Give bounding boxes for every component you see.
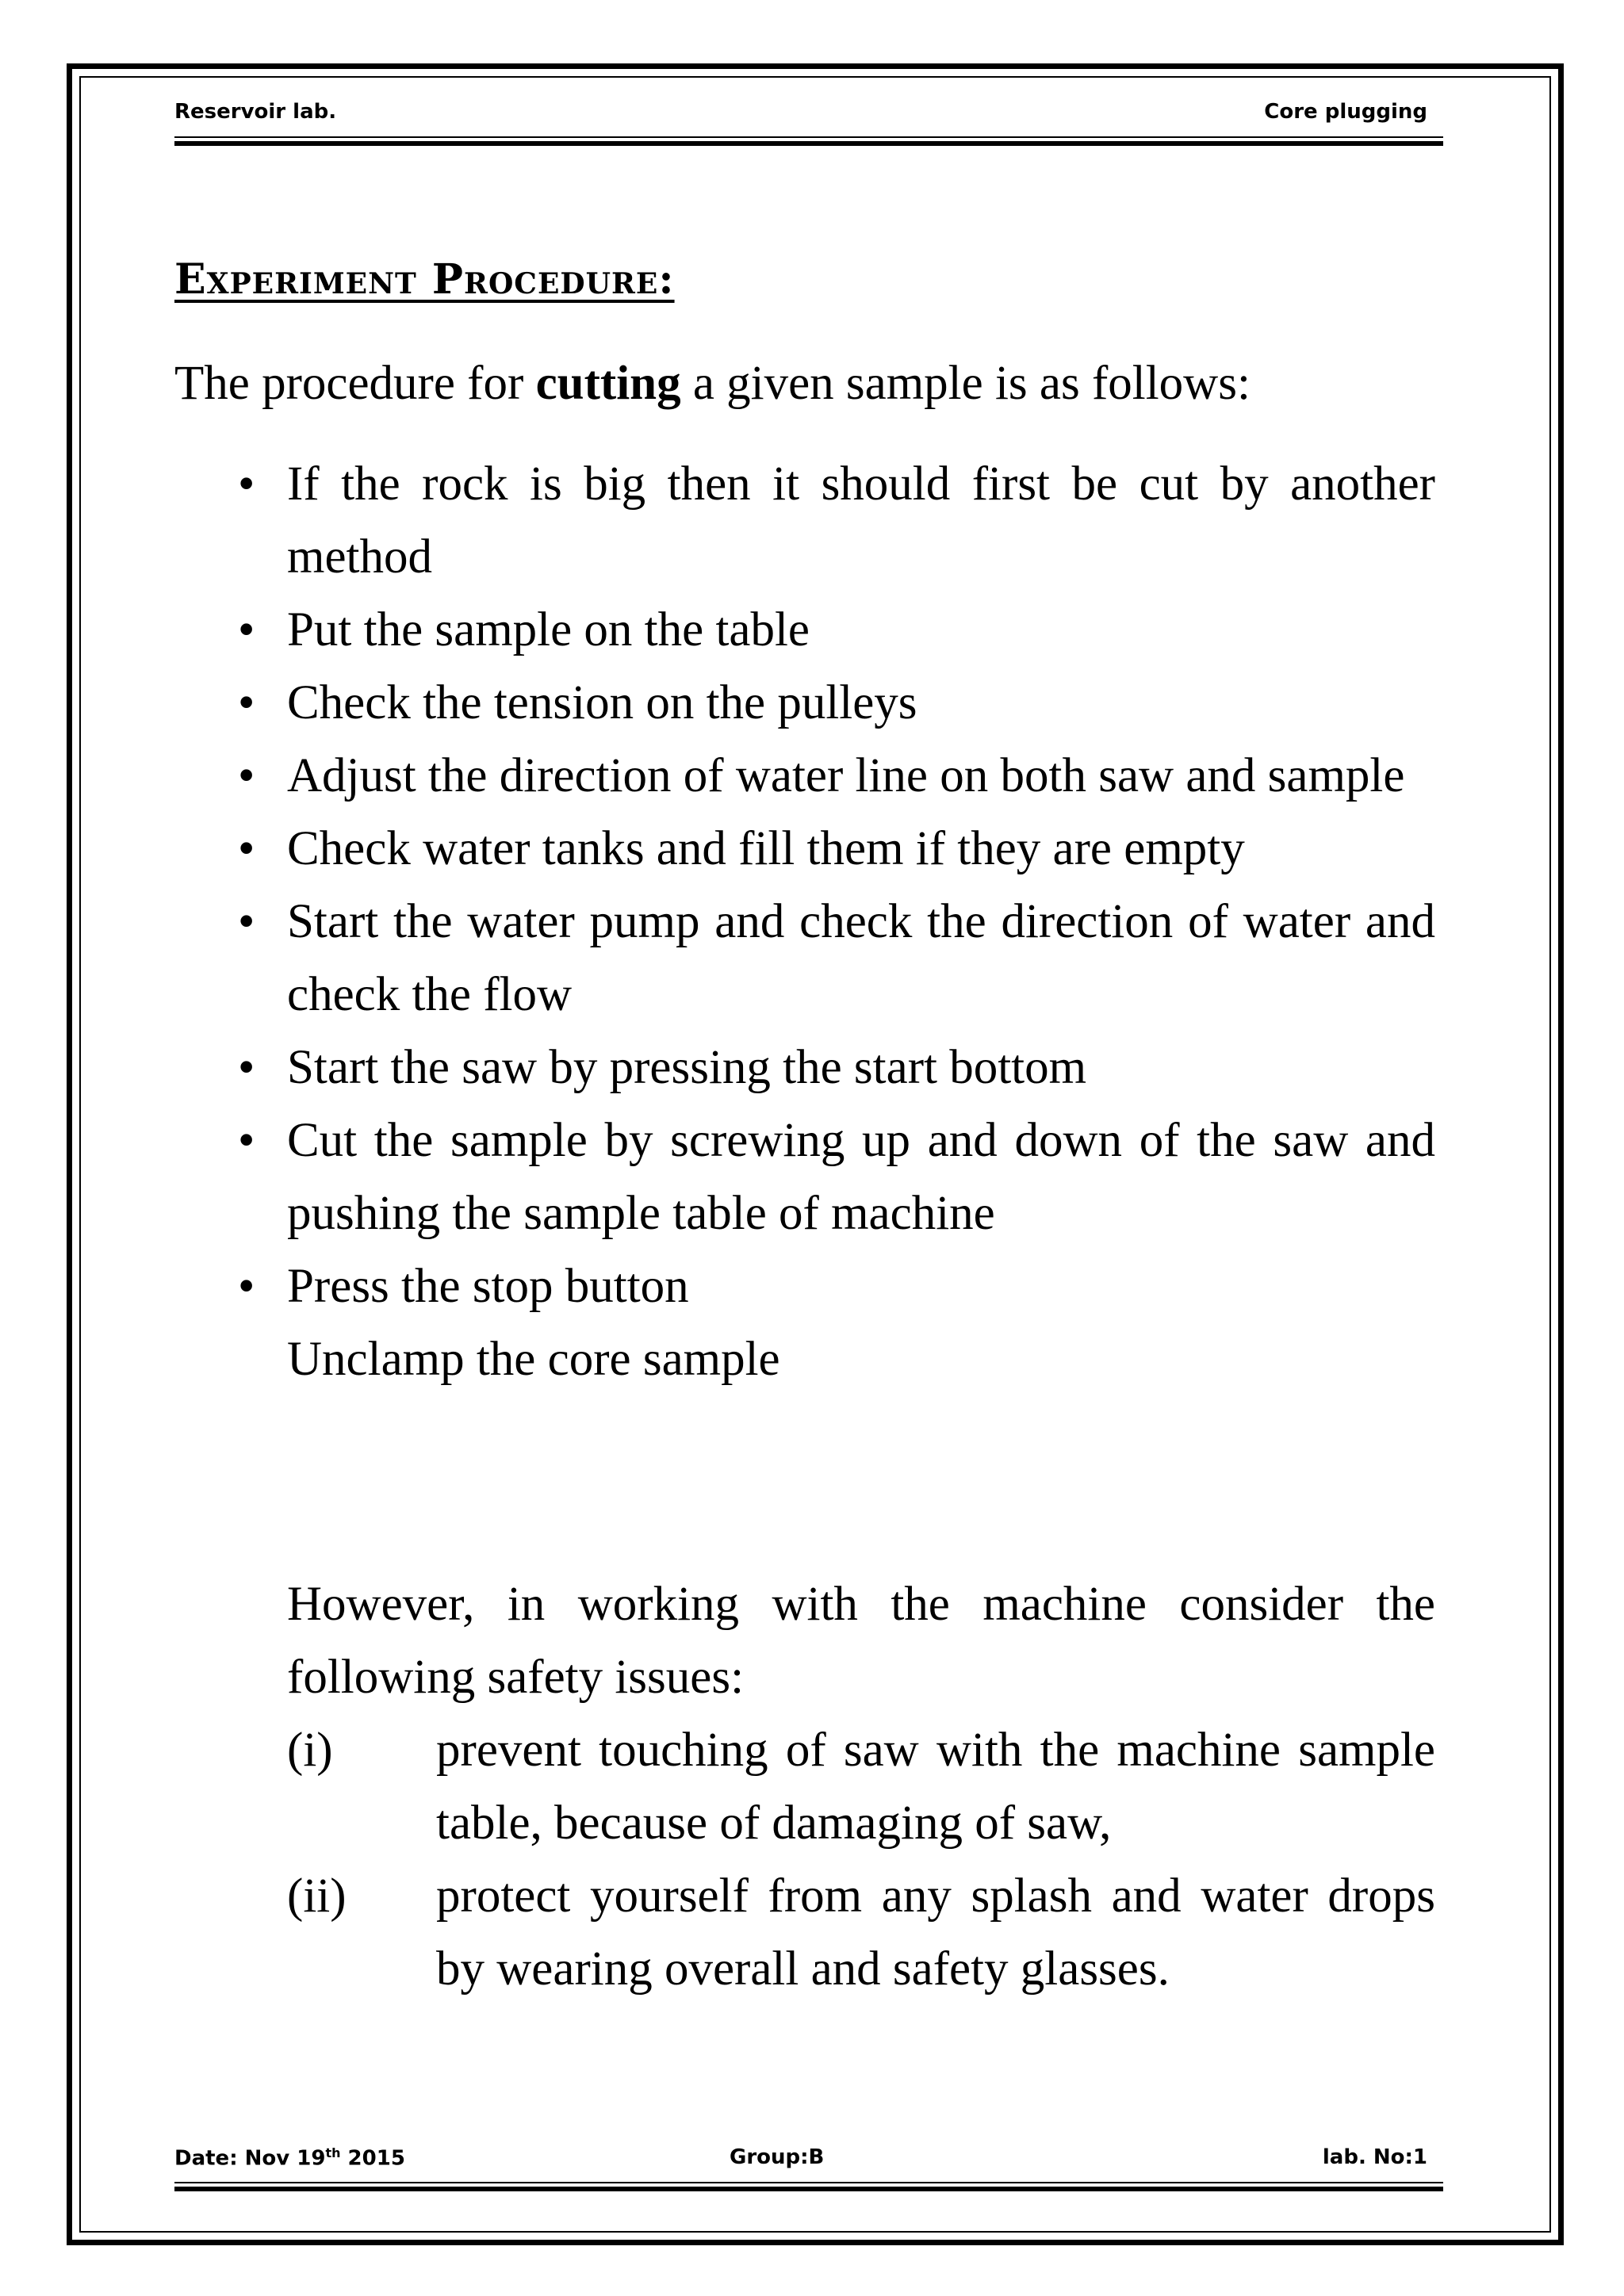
safety-intro: However, in working with the machine consider the following safety issues:: [287, 1578, 1435, 1704]
safety-item: [287, 1714, 1435, 1860]
bullet-icon: •: [238, 457, 255, 511]
bullet-icon: •: [238, 895, 255, 948]
safety-item-number: (i): [287, 1724, 333, 1777]
safety-item: [287, 1860, 1435, 2006]
footer-rule-thick: [174, 2187, 1443, 2191]
list-item: [238, 1323, 1435, 1396]
safety-list: [287, 1714, 1435, 2006]
list-item: [238, 740, 1435, 813]
bullet-icon: •: [238, 1114, 255, 1167]
procedure-list: [238, 448, 1435, 1396]
step-text: Cut the sample by screwing up and down of the saw and pushing the sample table of machine: [287, 1114, 1435, 1240]
list-item: [238, 448, 1435, 594]
list-item: [238, 1031, 1435, 1104]
bullet-icon: •: [238, 749, 255, 802]
bullet-icon: •: [238, 1041, 255, 1094]
header-left-text: Reservoir lab.: [174, 100, 337, 124]
header-rule-thin: [174, 136, 1443, 138]
header-rule-thick: [174, 141, 1443, 146]
intro-before: The procedure for: [174, 357, 536, 410]
safety-item-number: (ii): [287, 1869, 347, 1923]
bullet-icon: •: [238, 603, 255, 656]
footer-date-suffix: 2015: [340, 2146, 405, 2171]
step-text: Put the sample on the table: [287, 603, 810, 656]
safety-item-text: prevent touching of saw with the machine sample table, because of damaging of saw,: [436, 1724, 1435, 1850]
bullet-icon: •: [238, 822, 255, 875]
footer-date: [174, 2145, 405, 2171]
list-item: [238, 1250, 1435, 1323]
intro-bold: cutting: [535, 357, 681, 410]
footer-lab-no: lab. No:1: [1322, 2145, 1427, 2169]
step-text: Start the saw by pressing the start bottom: [287, 1041, 1087, 1094]
step-text: Adjust the direction of water line on both saw and sample: [287, 749, 1405, 802]
step-text: Check water tanks and fill them if they are empty: [287, 822, 1245, 875]
footer-group: Group:B: [730, 2145, 825, 2169]
list-item: [238, 886, 1435, 1031]
step-text: Press the stop button: [287, 1260, 689, 1313]
step-text: Unclamp the core sample: [287, 1333, 780, 1386]
step-text: If the rock is big then it should first be cut by another method: [287, 457, 1435, 584]
footer-date-prefix: Date: Nov 19: [174, 2146, 326, 2171]
list-item: [238, 1104, 1435, 1250]
bullet-icon: •: [238, 676, 255, 729]
safety-item-text: protect yourself from any splash and water drops by wearing overall and safety glasses.: [436, 1869, 1435, 1996]
footer-rule-thin: [174, 2182, 1443, 2183]
step-text: Check the tension on the pulleys: [287, 676, 917, 729]
list-item: [238, 667, 1435, 740]
header-right-text: Core plugging: [1264, 100, 1427, 124]
footer-date-sup: th: [325, 2145, 341, 2160]
list-item: [238, 813, 1435, 886]
intro-paragraph: [174, 347, 1251, 420]
bullet-icon: •: [238, 1260, 255, 1313]
intro-after: a given sample is as follows:: [680, 357, 1251, 410]
page-title: Experiment Procedure:: [174, 255, 675, 304]
list-item: [238, 594, 1435, 667]
step-text: Start the water pump and check the direction of water and check the flow: [287, 895, 1435, 1021]
